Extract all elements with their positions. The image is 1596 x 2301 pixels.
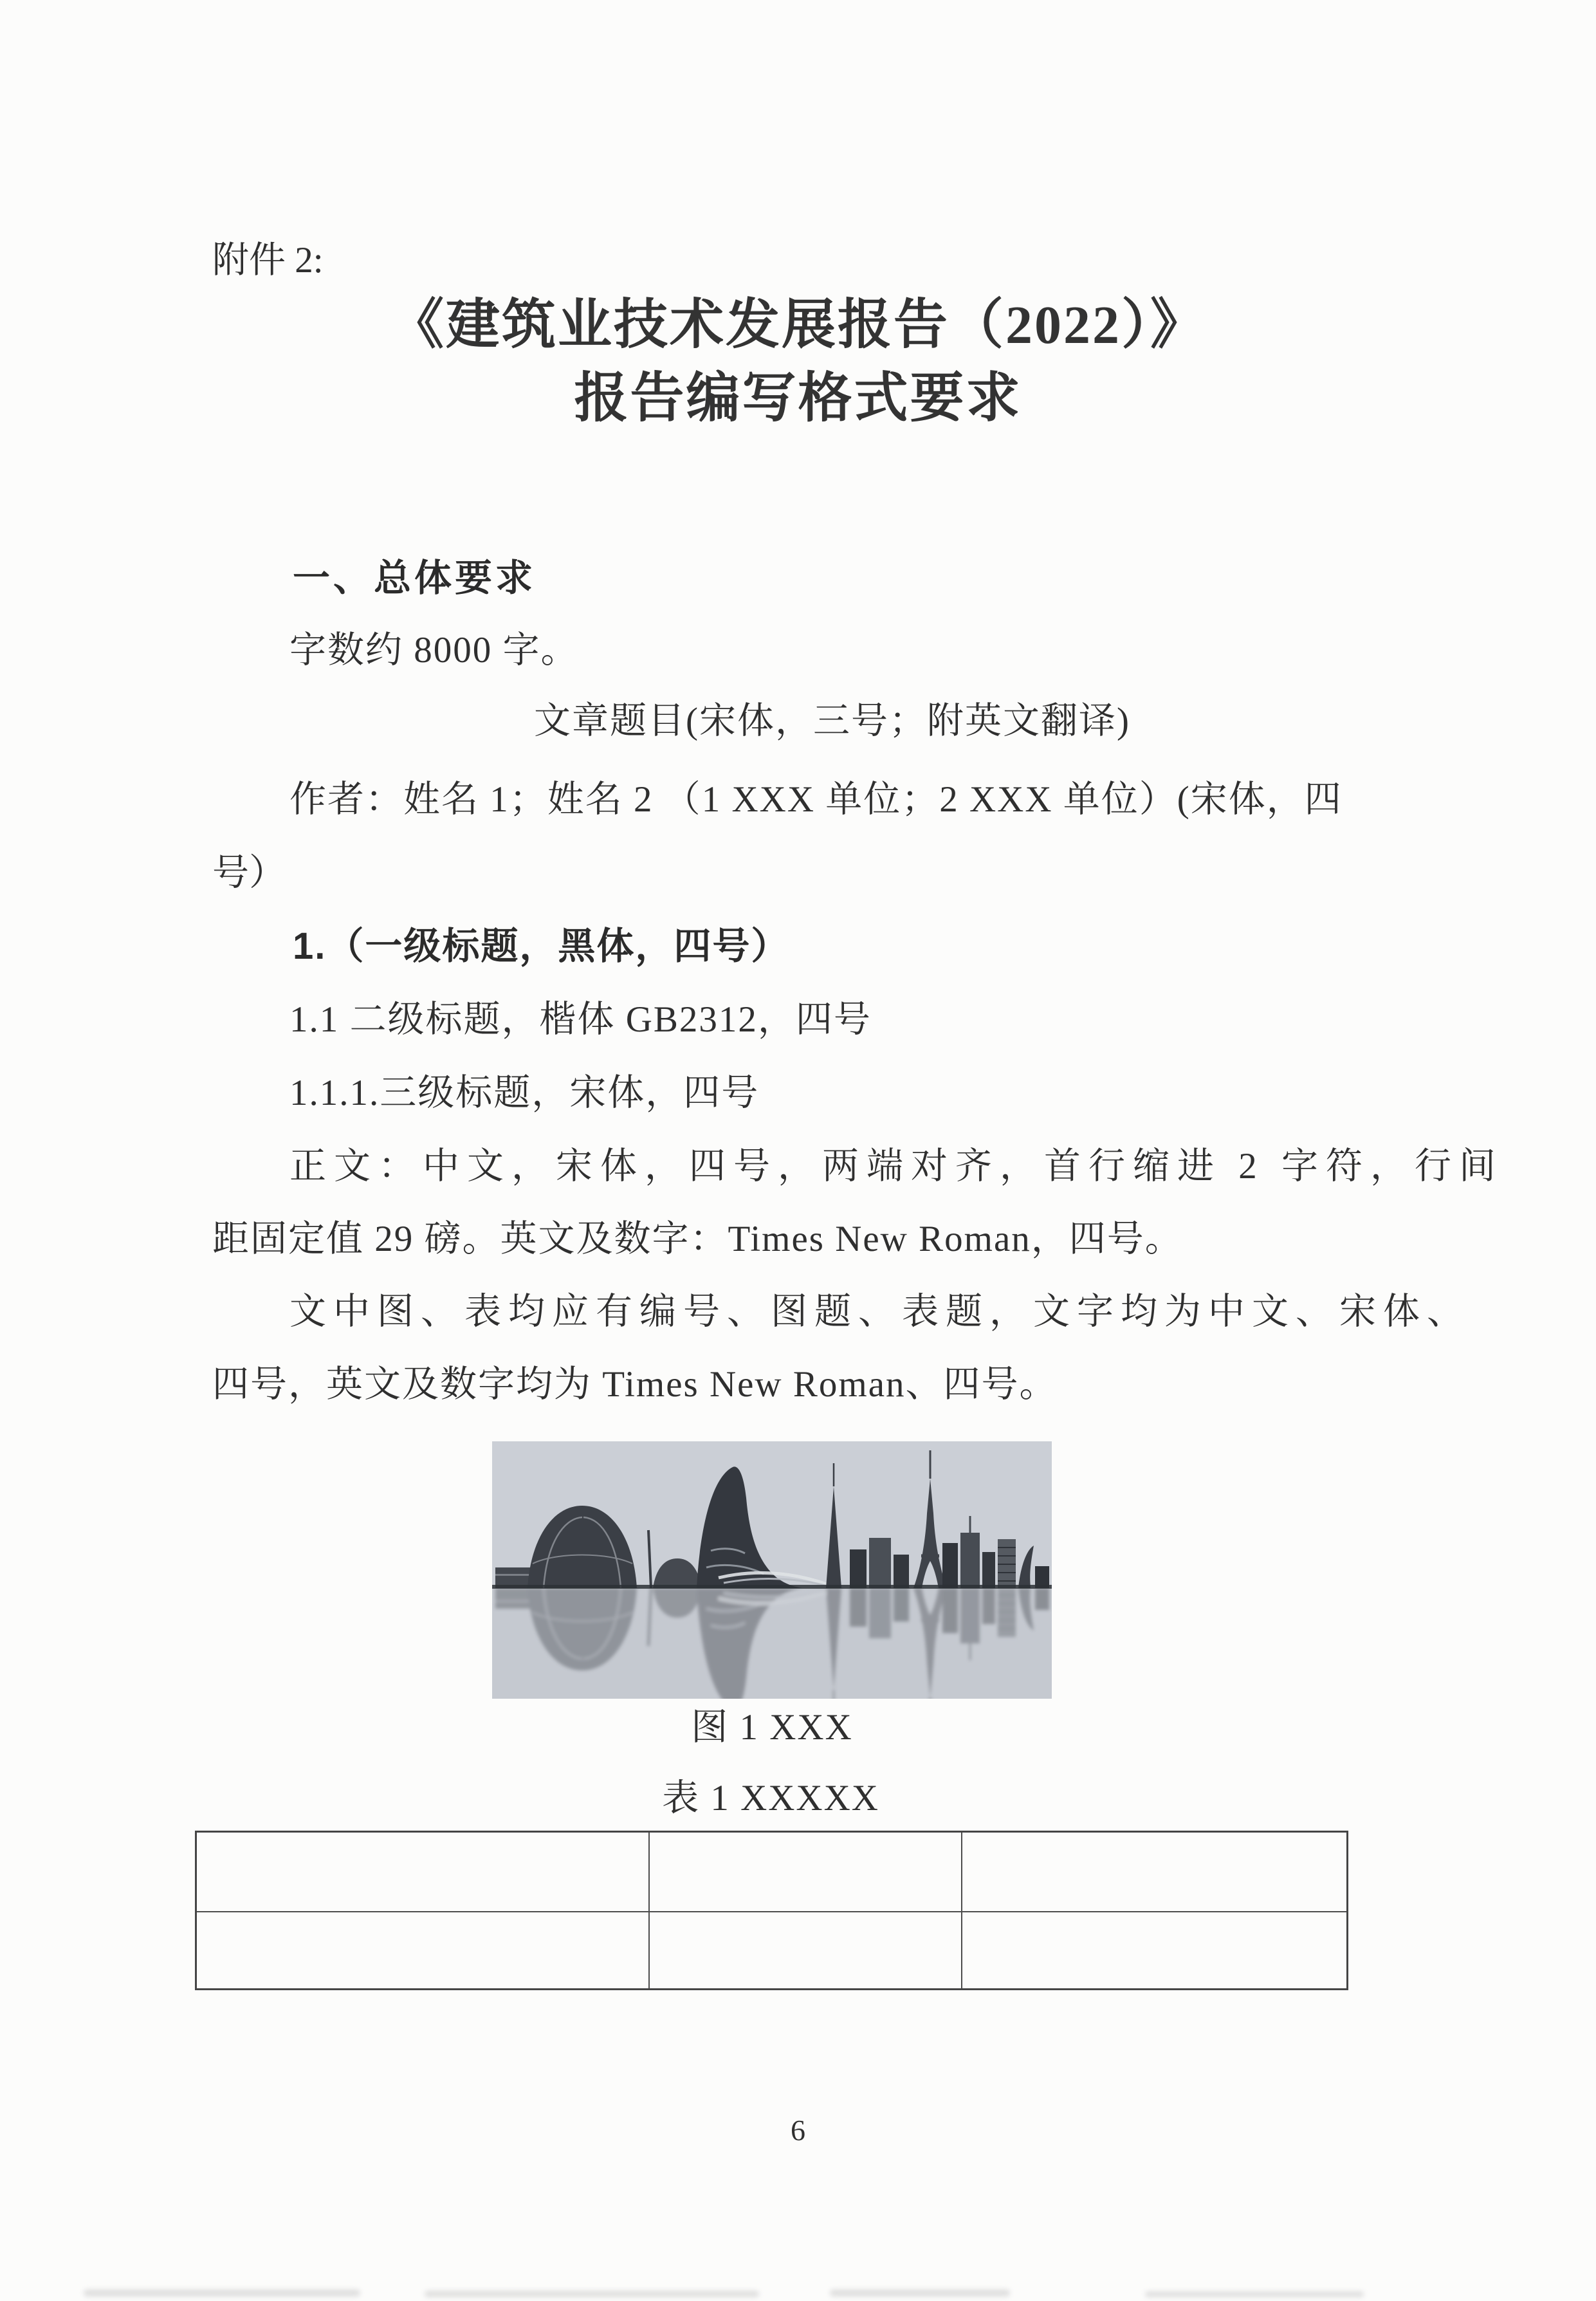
- doc-title-line1: 《建筑业技术发展报告（2022）》: [389, 295, 1206, 355]
- table-caption: 表 1 XXXXX: [662, 1778, 879, 1818]
- word-count-line: 字数约 8000 字。: [289, 630, 579, 670]
- table-cell: [196, 1912, 649, 1990]
- scan-artifact: [84, 2289, 360, 2296]
- scan-artifact: [425, 2291, 759, 2297]
- section-heading-overall: 一、总体要求: [293, 557, 537, 599]
- scan-artifact: [1145, 2291, 1364, 2297]
- scan-artifact: [830, 2289, 1010, 2296]
- article-title-spec-line: 文章题目(宋体，三号；附英文翻译): [534, 701, 1130, 741]
- body-paragraph1-line1: 正文：中文，宋体，四号，两端对齐，首行缩进 2 字符，行间: [289, 1146, 1503, 1187]
- level1-heading-spec: 1.（一级标题，黑体，四号）: [293, 925, 790, 967]
- doc-title-line2: 报告编写格式要求: [574, 369, 1022, 429]
- empty-format-table: [195, 1831, 1348, 1990]
- table-cell: [962, 1832, 1348, 1912]
- table-cell: [962, 1912, 1348, 1990]
- skyline-illustration: [492, 1441, 1052, 1699]
- table-cell: [649, 1912, 962, 1990]
- attachment-label: 附件 2:: [212, 240, 324, 281]
- figure-image: [492, 1441, 1052, 1699]
- body-paragraph2-line2: 四号，英文及数字均为 Times New Roman、四号。: [212, 1364, 1058, 1405]
- page-number: 6: [791, 2114, 805, 2147]
- table-cell: [649, 1832, 962, 1912]
- table-cell: [196, 1832, 649, 1912]
- author-spec-line-cont: 号）: [212, 853, 286, 893]
- body-paragraph2-line1: 文中图、表均应有编号、图题、表题，文字均为中文、宋体、: [289, 1291, 1471, 1332]
- level3-heading-spec: 1.1.1.三级标题，宋体，四号: [289, 1073, 760, 1113]
- body-paragraph1-line2: 距固定值 29 磅。英文及数字：Times New Roman，四号。: [212, 1219, 1183, 1259]
- table-row: [196, 1832, 1348, 1912]
- figure-caption: 图 1 XXX: [691, 1707, 853, 1748]
- table-row: [196, 1912, 1348, 1990]
- level2-heading-spec: 1.1 二级标题，楷体 GB2312，四号: [289, 999, 872, 1040]
- author-spec-line: 作者：姓名 1；姓名 2 （1 XXX 单位；2 XXX 单位）(宋体，四: [289, 779, 1343, 820]
